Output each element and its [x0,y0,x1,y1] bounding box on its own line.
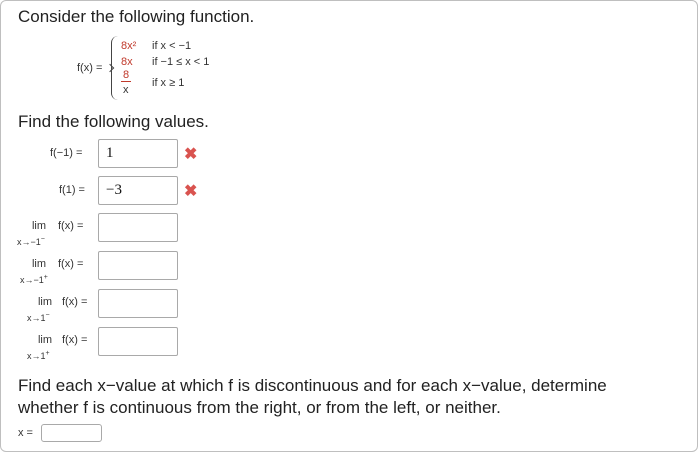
discontinuity-prompt: Find each x−value at which f is discontinuous and for each x−value, determine whether f is continuous from the right, or from the left, or neither. [18,376,607,417]
lim-subscript: x→−1− [17,236,45,247]
lim-function: f(x) = [62,296,88,308]
incorrect-mark-icon: ✖ [184,183,198,200]
lim-answer-input[interactable] [98,251,178,280]
piece-3-condition: if x ≥ 1 [152,77,185,89]
piece-2-condition: if −1 ≤ x < 1 [152,56,210,68]
piece-2-expr: 8x [121,56,133,68]
lim-function: f(x) = [62,334,88,346]
piece-1-expr: 8x² [121,40,137,52]
question-intro: Consider the following function. [18,7,255,26]
lim-function: f(x) = [58,258,84,270]
lim-word: lim [37,296,53,308]
piece-1-condition: if x < −1 [152,40,192,52]
piece-3-denominator: x [123,84,129,96]
lim-function: f(x) = [58,220,84,232]
lim-answer-input[interactable] [98,213,178,242]
lim-word: lim [37,334,53,346]
function-name: f(x) = [77,62,103,74]
answer-input-f-1[interactable]: −3 [98,176,178,205]
piece-3-numerator: 8 [123,69,130,81]
lim-subscript: x→1+ [27,350,50,361]
lim-answer-input[interactable] [98,327,178,356]
x-value-input[interactable] [41,424,102,442]
value-label-f-1: f(1) = [59,184,85,196]
lim-word: lim [31,258,47,270]
lim-subscript: x→−1+ [20,274,48,285]
lim-word: lim [31,220,47,232]
find-heading: Find the following values. [18,112,209,131]
x-label: x = [18,427,33,439]
answer-input-f-neg1[interactable]: 1 [98,139,178,168]
piece-3-fraction-bar [121,81,131,82]
lim-subscript: x→1− [27,312,50,323]
incorrect-mark-icon: ✖ [184,146,198,163]
value-label-f-neg1: f(−1) = [50,147,83,159]
lim-answer-input[interactable] [98,289,178,318]
